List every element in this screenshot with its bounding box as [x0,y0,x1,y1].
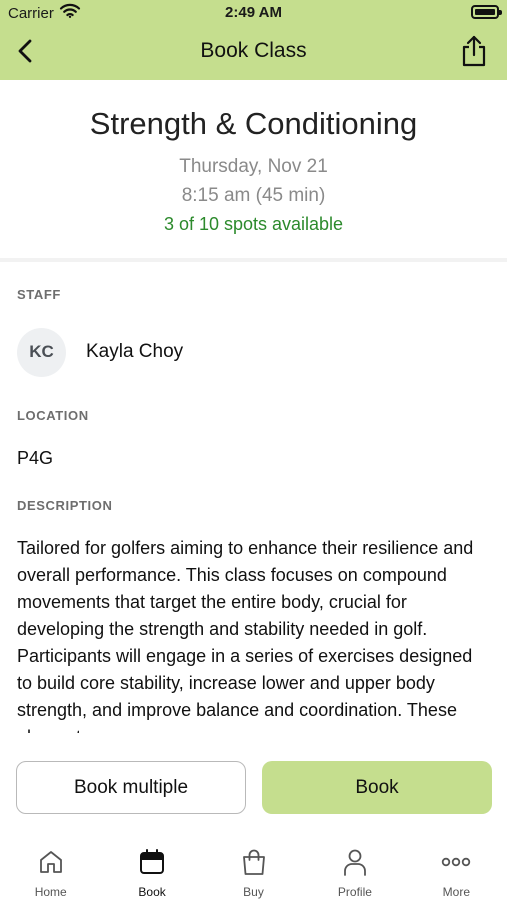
class-date: Thursday, Nov 21 [179,156,328,177]
home-icon [38,849,64,875]
location-value: P4G [17,448,54,468]
tab-bar [0,823,507,900]
tab-more-label: More [442,885,470,899]
share-button[interactable] [457,34,491,68]
class-time: 8:15 am (45 min) [181,185,326,206]
tab-profile[interactable] [304,823,405,900]
status-bar [0,0,507,24]
tab-home[interactable] [0,823,101,900]
header [0,0,507,80]
tab-book[interactable] [101,823,202,900]
shopping-bag-icon [241,848,267,876]
book-multiple-button[interactable]: Book multiple [16,761,246,814]
description-label: DESCRIPTION [17,498,113,513]
description-text: Tailored for golfers aiming to enhance their resilience and overall performance. This class focuses on compound movements that target the entire body, crucial for developing the strength and stability needed in golf. Participants will engage in a series of exercises designed to build core stability, increase lower and upper body strength, and improve balance and coordination. These [17,538,474,720]
person-icon [342,848,368,876]
staff-row[interactable] [17,327,183,377]
action-bar [0,733,507,823]
carrier-label: Carrier [8,4,54,22]
staff-label: STAFF [17,287,61,302]
avatar: KC [17,328,66,377]
tab-buy[interactable] [203,823,304,900]
location-label: LOCATION [17,408,89,423]
share-icon [460,35,488,67]
tab-more[interactable] [406,823,507,900]
page-title: Book Class [200,39,307,62]
description-scroll[interactable] [17,535,492,733]
tab-buy-label: Buy [243,885,264,899]
class-title: Strength & Conditioning [89,106,418,141]
book-button[interactable]: Book [262,761,492,814]
tab-book-label: Book [138,885,166,899]
nav-bar [0,24,507,80]
calendar-icon [138,848,166,876]
tab-home-label: Home [34,885,67,899]
status-time: 2:49 AM [225,4,282,21]
battery-icon [471,5,499,19]
staff-name: Kayla Choy [86,341,184,362]
tab-profile-label: Profile [337,885,372,899]
class-summary [0,80,507,262]
more-dots-icon [441,857,471,867]
spots-available: 3 of 10 spots available [163,214,344,234]
